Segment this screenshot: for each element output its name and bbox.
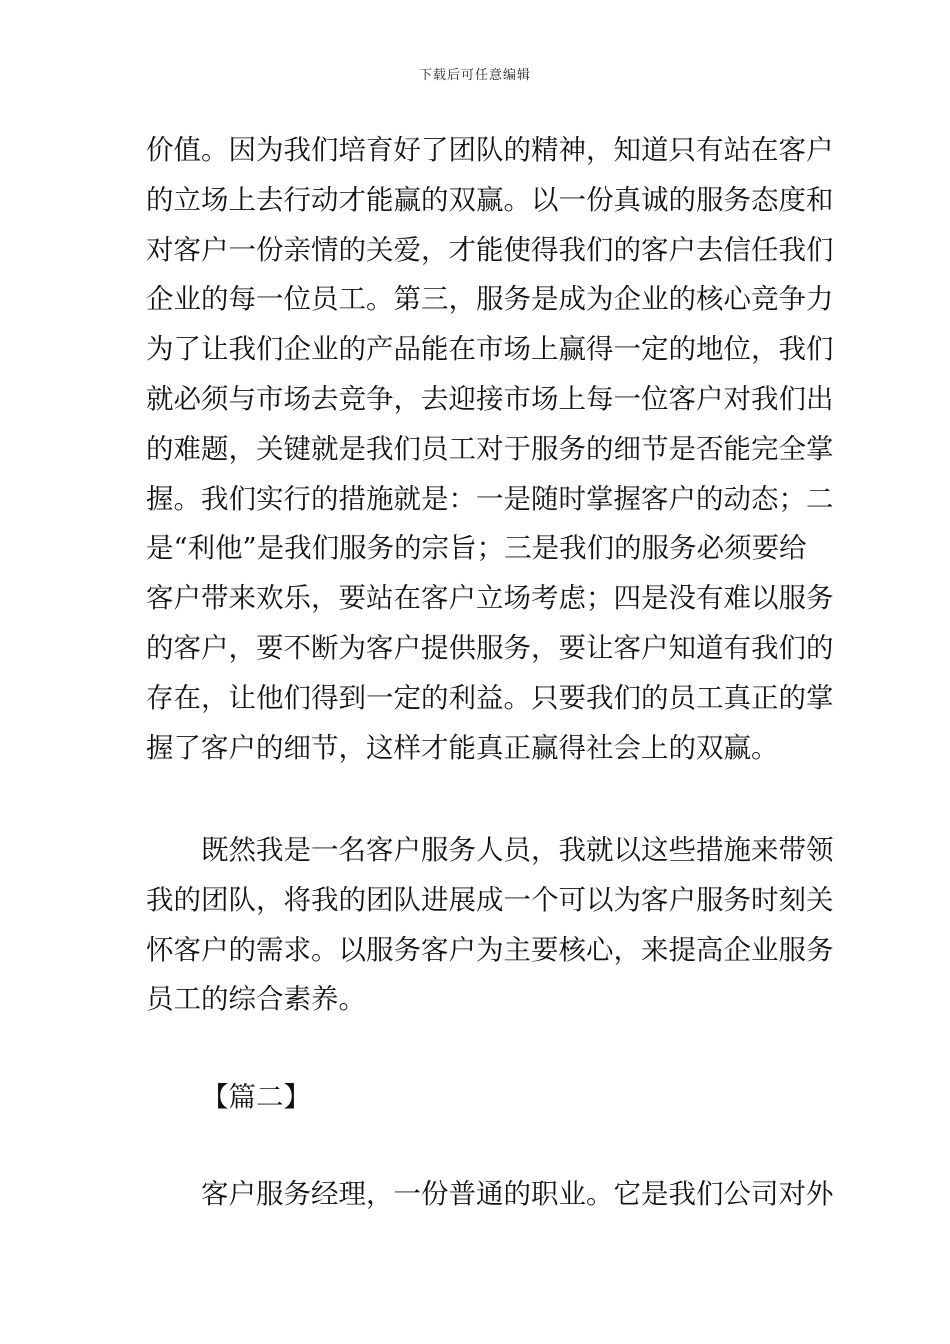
text-line: 握。我们实行的措施就是：一是随时掌握客户的动态；二	[146, 482, 834, 515]
text-line: 存在，让他们得到一定的利益。只要我们的员工真正的掌	[146, 681, 834, 714]
text-line: 对客户一份亲情的关爱，才能使得我们的客户去信任我们	[146, 233, 834, 266]
section-heading-text: 【篇二】	[201, 1081, 311, 1113]
text-line: 的客户，要不断为客户提供服务，要让客户知道有我们的	[146, 631, 834, 664]
text-line: 握了客户的细节，这样才能真正赢得社会上的双赢。	[146, 731, 779, 764]
text-line: 怀客户的需求。以服务客户为主要核心，来提高企业服务	[146, 933, 834, 966]
text-line: 价值。因为我们培育好了团队的精神，知道只有站在客户	[146, 134, 834, 166]
text-line: 既然我是一名客户服务人员，我就以这些措施来带领	[201, 834, 834, 866]
paragraph-2	[146, 826, 834, 1025]
text-line: 是“利他”是我们服务的宗旨；三是我们的服务必须要给	[146, 532, 807, 565]
paragraph-3	[146, 1170, 834, 1220]
text-line: 为了让我们企业的产品能在市场上赢得一定的地位，我们	[146, 333, 834, 366]
text-line: 员工的综合素养。	[146, 983, 366, 1016]
text-line: 我的团队，将我的团队进展成一个可以为客户服务时刻关	[146, 883, 834, 916]
text-line: 就必须与市场去竞争，去迎接市场上每一位客户对我们出	[146, 382, 834, 415]
text-line: 客户带来欢乐，要站在客户立场考虑；四是没有难以服务	[146, 582, 834, 615]
text-line: 客户服务经理，一份普通的职业。它是我们公司对外	[201, 1178, 834, 1210]
paragraph-1	[146, 126, 834, 773]
page-header: 下载后可任意编辑	[418, 68, 531, 83]
text-line: 的难题，关键就是我们员工对于服务的细节是否能完全掌	[146, 432, 834, 465]
text-line: 企业的每一位员工。第三，服务是成为企业的核心竞争力	[146, 283, 834, 316]
section-heading	[146, 1073, 811, 1123]
text-line: 的立场上去行动才能赢的双赢。以一份真诚的服务态度和	[146, 183, 834, 216]
